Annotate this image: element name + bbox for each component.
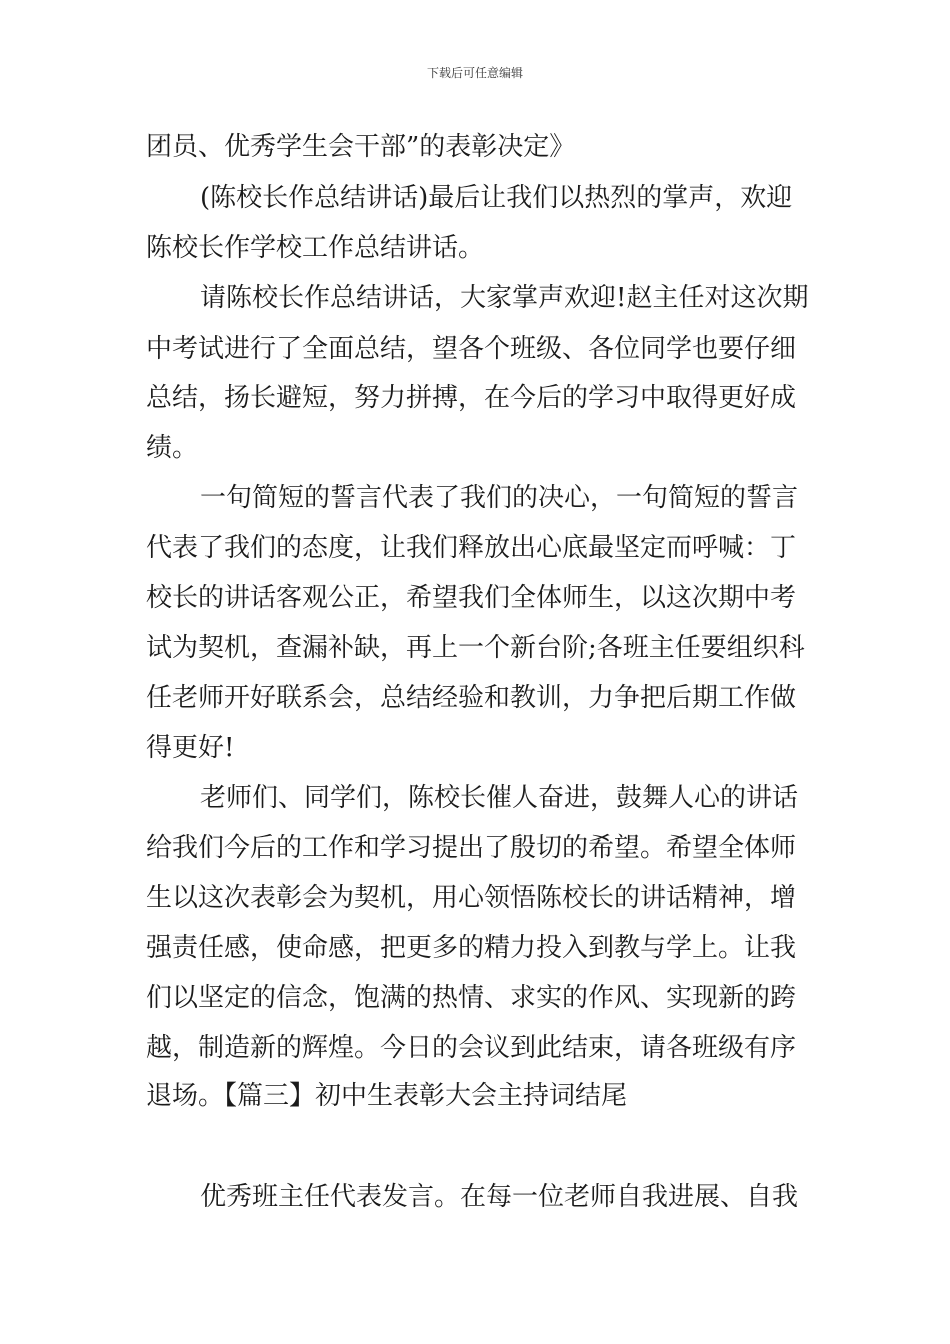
text-line: 绩。 [146, 433, 199, 463]
text-line: 请陈校长作总结讲话，大家掌声欢迎!赵主任对这次期 [200, 283, 809, 313]
text-line: 生以这次表彰会为契机，用心领悟陈校长的讲话精神，增 [146, 883, 797, 913]
text-line: 代表了我们的态度，让我们释放出心底最坚定而呼喊：丁 [146, 533, 797, 563]
text-line: 老师们、同学们，陈校长催人奋进，鼓舞人心的讲话 [200, 783, 799, 813]
text-line: 试为契机，查漏补缺，再上一个新台阶;各班主任要组织科 [146, 633, 805, 663]
text-line: 们以坚定的信念，饱满的热情、求实的作风、实现新的跨 [146, 983, 797, 1013]
text-line: (陈校长作总结讲话)最后让我们以热烈的掌声，欢迎 [200, 183, 793, 213]
text-line: 陈校长作学校工作总结讲话。 [146, 233, 485, 263]
text-line: 给我们今后的工作和学习提出了殷切的希望。希望全体师 [146, 833, 797, 863]
text-line: 团员、优秀学生会干部”的表彰决定》 [146, 132, 576, 162]
text-line: 强责任感，使命感，把更多的精力投入到教与学上。让我 [146, 933, 797, 963]
text-line: 得更好! [146, 733, 235, 763]
text-line: 总结，扬长避短，努力拼搏，在今后的学习中取得更好成 [146, 383, 797, 413]
text-line: 任老师开好联系会，总结经验和教训，力争把后期工作做 [146, 683, 797, 713]
text-line: 中考试进行了全面总结，望各个班级、各位同学也要仔细 [146, 334, 797, 364]
text-line: 越，制造新的辉煌。今日的会议到此结束，请各班级有序 [146, 1033, 797, 1063]
text-line: 优秀班主任代表发言。在每一位老师自我进展、自我 [200, 1182, 799, 1212]
page-header: 下载后可任意编辑 [426, 66, 523, 80]
text-line: 退场。【篇三】初中生表彰大会主持词结尾 [146, 1081, 628, 1111]
text-line: 校长的讲话客观公正，希望我们全体师生，以这次期中考 [146, 583, 797, 613]
text-line: 一句简短的誓言代表了我们的决心，一句简短的誓言 [200, 483, 799, 513]
